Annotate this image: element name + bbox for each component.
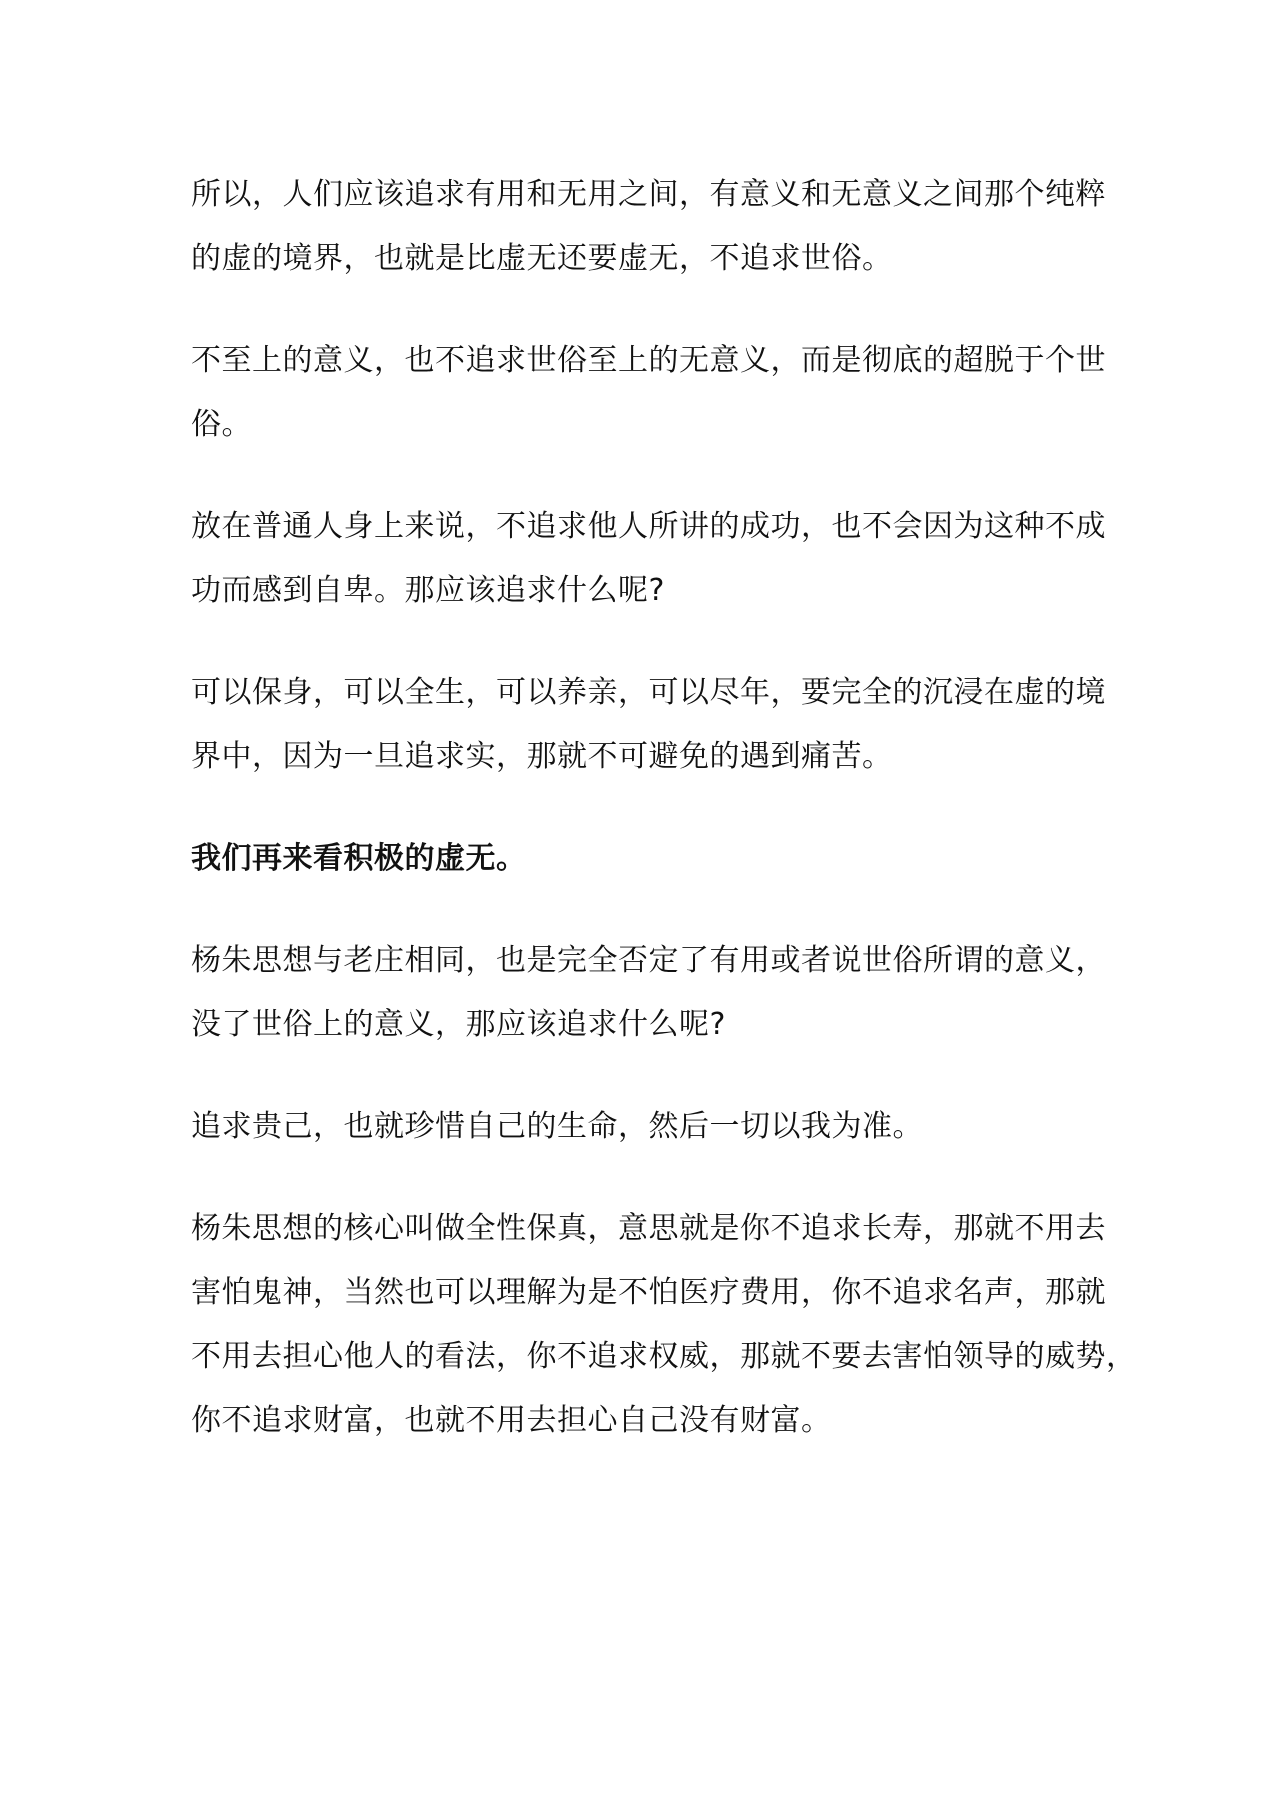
text-line: 所以，人们应该追求有用和无用之间，有意义和无意义之间那个纯粹 [191, 177, 1106, 212]
paragraph [191, 495, 1106, 623]
paragraph [191, 163, 1106, 291]
text-line: 的虚的境界，也就是比虚无还要虚无，不追求世俗。 [191, 241, 893, 276]
document-body [191, 163, 1137, 1491]
bold-heading-paragraph [191, 827, 1091, 891]
text-line: 功而感到自卑。那应该追求什么呢? [191, 573, 665, 608]
paragraph [191, 661, 1106, 789]
text-line: 害怕鬼神，当然也可以理解为是不怕医疗费用，你不追求名声，那就 [191, 1275, 1106, 1310]
text-line: 不用去担心他人的看法，你不追求权威，那就不要去害怕领导的威势， [191, 1339, 1137, 1374]
text-line: 杨朱思想与老庄相同，也是完全否定了有用或者说世俗所谓的意义， [191, 943, 1106, 978]
paragraph [191, 1197, 1137, 1453]
text-line: 界中，因为一旦追求实，那就不可避免的遇到痛苦。 [191, 739, 893, 774]
paragraph [191, 329, 1106, 457]
text-line: 俗。 [191, 407, 252, 442]
text-line: 没了世俗上的意义，那应该追求什么呢? [191, 1007, 726, 1042]
text-line: 可以保身，可以全生，可以养亲，可以尽年，要完全的沉浸在虚的境 [191, 675, 1106, 710]
text-line: 放在普通人身上来说，不追求他人所讲的成功，也不会因为这种不成 [191, 509, 1106, 544]
text-line: 杨朱思想的核心叫做全性保真，意思就是你不追求长寿，那就不用去 [191, 1211, 1106, 1246]
text-line: 我们再来看积极的虚无。 [191, 841, 527, 876]
paragraph [191, 1095, 1091, 1159]
text-line: 追求贵己，也就珍惜自己的生命，然后一切以我为准。 [191, 1109, 923, 1144]
text-line: 你不追求财富，也就不用去担心自己没有财富。 [191, 1403, 832, 1438]
text-line: 不至上的意义，也不追求世俗至上的无意义，而是彻底的超脱于个世 [191, 343, 1106, 378]
paragraph [191, 929, 1106, 1057]
